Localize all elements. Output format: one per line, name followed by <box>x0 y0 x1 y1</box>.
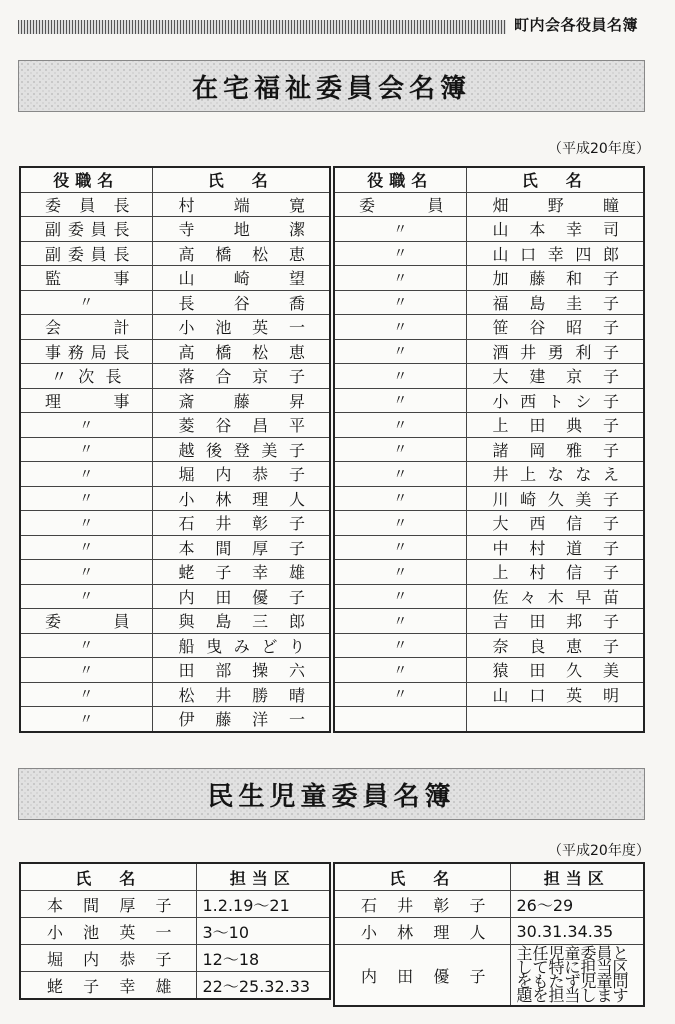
minsei-table-left <box>19 862 331 1000</box>
role-cell: 〃 <box>334 462 466 487</box>
table-row <box>20 413 330 438</box>
table-row <box>20 535 330 560</box>
role-cell: 〃 <box>20 535 152 560</box>
name-cell: 田部操六 <box>152 658 330 683</box>
name-cell: 佐々木早苗 <box>466 584 644 609</box>
name-cell: 小林理人 <box>152 486 330 511</box>
area-cell: 1.2.19〜21 <box>196 891 330 918</box>
table-row <box>20 364 330 389</box>
name-cell: 寺地潔 <box>152 217 330 242</box>
name-cell: 伊藤洋一 <box>152 707 330 732</box>
table-row <box>334 560 644 585</box>
table-header-row <box>334 863 644 891</box>
table-row <box>334 633 644 658</box>
name-cell: 上村信子 <box>466 560 644 585</box>
name-cell: 川崎久美子 <box>466 486 644 511</box>
minsei-title-band <box>18 768 645 820</box>
role-cell: 〃 <box>334 266 466 291</box>
name-cell: 内田優子 <box>152 584 330 609</box>
name-cell: 笹谷昭子 <box>466 315 644 340</box>
name-cell <box>466 707 644 732</box>
role-cell: 〃 <box>20 633 152 658</box>
role-cell: 委員 <box>20 609 152 634</box>
table-row <box>334 462 644 487</box>
role-cell: 〃 <box>20 560 152 585</box>
role-cell: 〃 <box>334 584 466 609</box>
role-cell: 〃 <box>20 486 152 511</box>
welfare-title-band <box>18 60 645 112</box>
role-cell: 〃 <box>334 682 466 707</box>
table-row <box>334 891 644 918</box>
col-area-header: 担当区 <box>196 863 330 891</box>
table-row <box>20 315 330 340</box>
name-cell: 蛯子幸雄 <box>152 560 330 585</box>
role-cell: 〃 <box>20 462 152 487</box>
role-cell: 〃 <box>334 217 466 242</box>
name-cell: 諸岡雅子 <box>466 437 644 462</box>
name-cell: 大西信子 <box>466 511 644 536</box>
table-row <box>334 437 644 462</box>
name-cell: 小林理人 <box>334 918 510 945</box>
table-row <box>20 511 330 536</box>
role-cell: 〃 <box>334 339 466 364</box>
name-cell: 小池英一 <box>20 918 196 945</box>
table-row <box>334 682 644 707</box>
name-cell: 本間厚子 <box>152 535 330 560</box>
name-cell: 酒井勇利子 <box>466 339 644 364</box>
role-cell: 〃次長 <box>20 364 152 389</box>
table-row <box>20 339 330 364</box>
table-row <box>334 315 644 340</box>
name-cell: 井上ななえ <box>466 462 644 487</box>
table-row <box>20 486 330 511</box>
role-cell: 〃 <box>334 511 466 536</box>
table-row <box>334 707 644 732</box>
name-cell: 山口英明 <box>466 682 644 707</box>
name-cell: 船曳みどり <box>152 633 330 658</box>
name-cell: 山口幸四郎 <box>466 241 644 266</box>
name-cell: 堀内恭子 <box>20 945 196 972</box>
name-cell: 加藤和子 <box>466 266 644 291</box>
name-cell: 石井彰子 <box>334 891 510 918</box>
table-row <box>20 462 330 487</box>
name-cell: 中村道子 <box>466 535 644 560</box>
role-cell: 〃 <box>20 707 152 732</box>
table-row <box>20 658 330 683</box>
table-row <box>334 584 644 609</box>
table-row <box>334 290 644 315</box>
name-cell: 本間厚子 <box>20 891 196 918</box>
role-cell: 〃 <box>20 290 152 315</box>
role-cell: 〃 <box>334 633 466 658</box>
role-cell: 副委員長 <box>20 217 152 242</box>
name-cell: 高橋松恵 <box>152 339 330 364</box>
minsei-year: （平成20年度） <box>548 843 650 859</box>
name-cell: 石井彰子 <box>152 511 330 536</box>
role-cell: 会計 <box>20 315 152 340</box>
table-row <box>334 339 644 364</box>
name-cell: 福島圭子 <box>466 290 644 315</box>
table-row <box>20 707 330 732</box>
name-cell: 畑野瞳 <box>466 192 644 217</box>
role-cell: 〃 <box>334 658 466 683</box>
role-cell: 〃 <box>334 437 466 462</box>
area-cell: 30.31.34.35 <box>510 918 644 945</box>
col-name-header: 氏 名 <box>466 167 644 192</box>
role-cell: 〃 <box>334 290 466 315</box>
table-row <box>334 609 644 634</box>
table-row <box>334 192 644 217</box>
table-row <box>20 633 330 658</box>
role-cell: 〃 <box>334 560 466 585</box>
role-cell: 〃 <box>20 584 152 609</box>
role-cell: 〃 <box>334 535 466 560</box>
welfare-table-left <box>19 166 331 733</box>
name-cell: 小西トシ子 <box>466 388 644 413</box>
header-decoration-strip <box>18 20 506 34</box>
role-cell: 〃 <box>334 241 466 266</box>
role-cell: 〃 <box>20 413 152 438</box>
role-cell: 副委員長 <box>20 241 152 266</box>
role-cell: 〃 <box>334 388 466 413</box>
table-row <box>20 945 330 972</box>
name-cell: 堀内恭子 <box>152 462 330 487</box>
name-cell: 小池英一 <box>152 315 330 340</box>
table-row <box>20 217 330 242</box>
table-row <box>20 682 330 707</box>
name-cell: 上田典子 <box>466 413 644 438</box>
role-cell: 〃 <box>20 437 152 462</box>
name-cell: 猿田久美 <box>466 658 644 683</box>
table-row <box>20 192 330 217</box>
table-row <box>334 535 644 560</box>
role-cell: 事務局長 <box>20 339 152 364</box>
role-cell: 委員 <box>334 192 466 217</box>
table-row <box>334 217 644 242</box>
table-row <box>20 560 330 585</box>
minsei-table-right <box>333 862 645 1007</box>
name-cell: 大建京子 <box>466 364 644 389</box>
table-row <box>334 918 644 945</box>
col-area-header: 担当区 <box>510 863 644 891</box>
table-row <box>20 584 330 609</box>
minsei-title: 民生児童委員名簿 <box>207 781 456 812</box>
role-cell: 監事 <box>20 266 152 291</box>
area-cell: 26〜29 <box>510 891 644 918</box>
role-cell: 理事 <box>20 388 152 413</box>
name-cell: 吉田邦子 <box>466 609 644 634</box>
section-header-title: 町内会各役員名簿 <box>514 16 639 34</box>
role-cell: 〃 <box>334 413 466 438</box>
table-row <box>20 918 330 945</box>
name-cell: 内田優子 <box>334 945 510 1007</box>
table-row <box>20 891 330 918</box>
role-cell: 〃 <box>20 658 152 683</box>
role-cell: 委員長 <box>20 192 152 217</box>
table-row <box>334 945 644 1007</box>
name-cell: 斎藤昇 <box>152 388 330 413</box>
area-note-cell: 主任児童委員として特に担当区をもたず児童問題を担当します <box>510 945 644 1007</box>
name-cell: 高橋松恵 <box>152 241 330 266</box>
table-row <box>20 290 330 315</box>
table-row <box>20 972 330 1000</box>
role-cell: 〃 <box>20 682 152 707</box>
table-row <box>20 609 330 634</box>
table-row <box>20 266 330 291</box>
name-cell: 山崎望 <box>152 266 330 291</box>
table-row <box>334 241 644 266</box>
col-name-header: 氏 名 <box>152 167 330 192</box>
area-cell: 22〜25.32.33 <box>196 972 330 1000</box>
name-cell: 松井勝晴 <box>152 682 330 707</box>
name-cell: 菱谷昌平 <box>152 413 330 438</box>
table-row <box>334 364 644 389</box>
area-cell: 3〜10 <box>196 918 330 945</box>
name-cell: 長谷喬 <box>152 290 330 315</box>
table-header-row <box>334 167 644 192</box>
table-row <box>334 266 644 291</box>
name-cell: 山本幸司 <box>466 217 644 242</box>
name-cell: 與島三郎 <box>152 609 330 634</box>
col-name-header: 氏 名 <box>20 863 196 891</box>
col-role-header: 役職名 <box>334 167 466 192</box>
name-cell: 奈良恵子 <box>466 633 644 658</box>
name-cell: 落合京子 <box>152 364 330 389</box>
welfare-year: （平成20年度） <box>548 141 650 157</box>
table-row <box>334 511 644 536</box>
role-cell: 〃 <box>334 609 466 634</box>
role-cell: 〃 <box>334 486 466 511</box>
name-cell: 村端寛 <box>152 192 330 217</box>
area-cell: 12〜18 <box>196 945 330 972</box>
col-name-header: 氏 名 <box>334 863 510 891</box>
welfare-table-right <box>333 166 645 733</box>
welfare-title: 在宅福祉委員会名簿 <box>191 73 471 104</box>
table-row <box>20 437 330 462</box>
role-cell: 〃 <box>334 315 466 340</box>
table-row <box>334 486 644 511</box>
table-row <box>334 413 644 438</box>
col-role-header: 役職名 <box>20 167 152 192</box>
role-cell <box>334 707 466 732</box>
table-header-row <box>20 863 330 891</box>
table-row <box>20 241 330 266</box>
table-row <box>20 388 330 413</box>
table-row <box>334 658 644 683</box>
name-cell: 越後登美子 <box>152 437 330 462</box>
table-row <box>334 388 644 413</box>
name-cell: 蛯子幸雄 <box>20 972 196 1000</box>
role-cell: 〃 <box>334 364 466 389</box>
role-cell: 〃 <box>20 511 152 536</box>
table-header-row <box>20 167 330 192</box>
